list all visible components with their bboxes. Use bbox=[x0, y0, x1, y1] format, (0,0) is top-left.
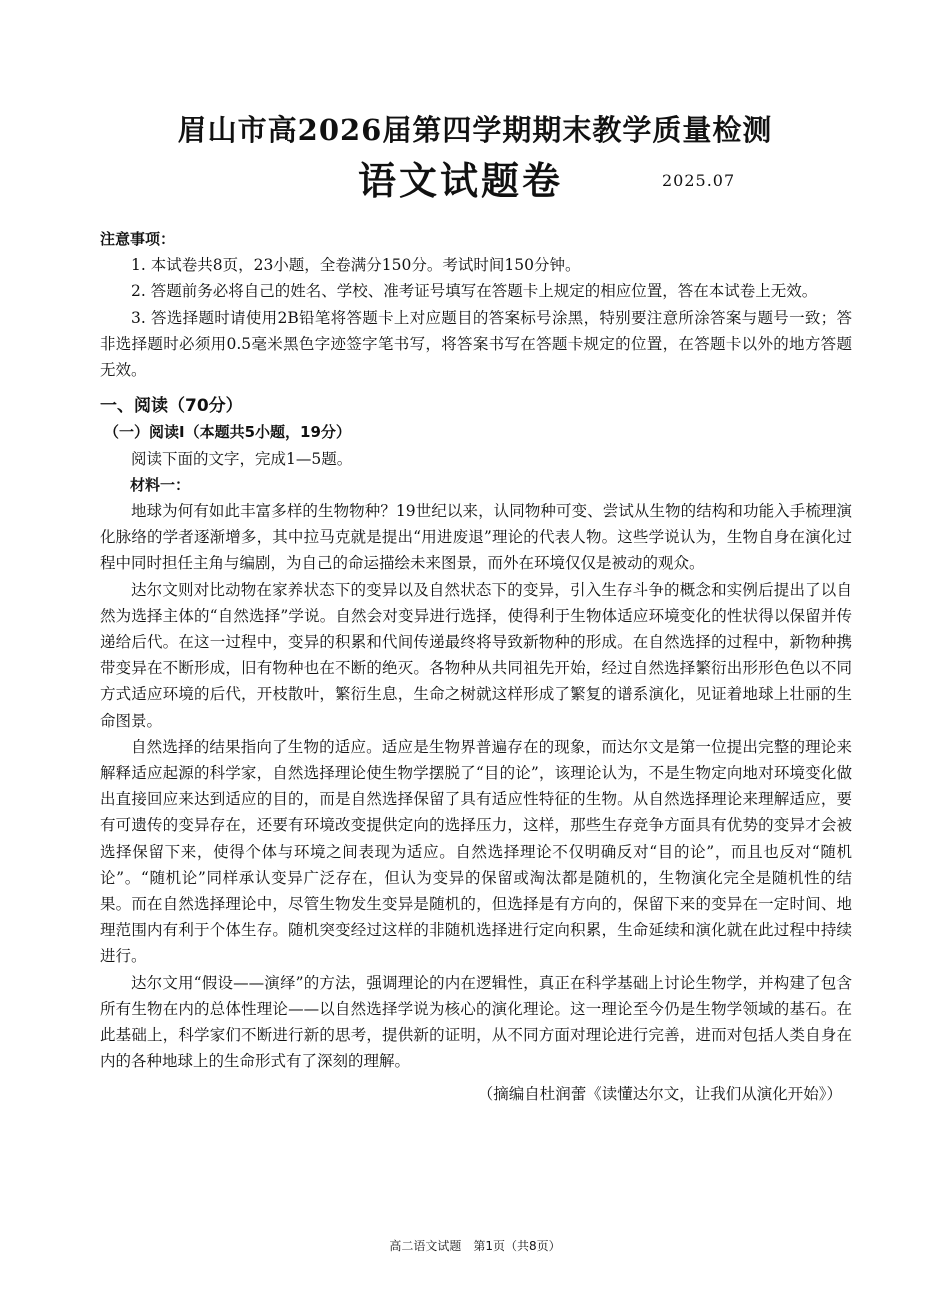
paragraph-2: 达尔文则对比动物在家养状态下的变异以及自然状态下的变异，引入生存斗争的概念和实例后提出了以自然为选择主体的“自然选择”学说。自然会对变异进行选择，使得利于生物体适应环境变化的性状得以保留并传递给后代。在这一过程中，变异的积累和代间传递最终将导致新物种的形成。在自然选择的过程中，新物种携带变异在不断形成，旧有物种也在不断的绝灭。各物种从共同祖先开始，经过自然选择繁衍出形形色色以不同方式适应环境的后代，开枝散叶，繁衍生息，生命之树就这样形成了繁复的谱系演化，见证着地球上壮丽的生命图景。 bbox=[100, 580, 852, 730]
notice-item-2: 2. 答题前务必将自己的姓名、学校、准考证号填写在答题卡上规定的相应位置，答在本试卷上无效。 bbox=[131, 282, 818, 301]
section-heading: 一、阅读（70分） bbox=[100, 396, 243, 417]
notice-item-1: 1. 本试卷共8页，23小题，全卷满分150分。考试时间150分钟。 bbox=[131, 256, 581, 275]
page-footer: 高二语文试题 第1页（共8页） bbox=[389, 1239, 561, 1253]
paragraph-4: 达尔文用“假设——演绎”的方法，强调理论的内在逻辑性，真正在科学基础上讨论生物学，并构建了包含所有生物在内的总体性理论——以自然选择学说为核心的演化理论。这一理论至今仍是生物学领域的基石。在此基础上，科学家们不断进行新的思考，提供新的证明，从不同方面对理论进行完善，进而对包括人类自身在内的各种地球上的生命形式有了深刻的理解。 bbox=[100, 973, 852, 1071]
material-label: 材料一： bbox=[130, 475, 191, 494]
notice-heading: 注意事项： bbox=[100, 230, 176, 248]
paragraph-1: 地球为何有如此丰富多样的生物物种？19世纪以来，认同物种可变、尝试从生物的结构和功能入手梳理演化脉络的学者逐渐增多，其中拉马克就是提出“用进废退”理论的代表人物。这些学说认为，生物自身在演化过程中同时担任主角与编剧，为自己的命运描绘未来图景，而外在环境仅仅是被动的观众。 bbox=[100, 502, 852, 573]
exam-date: 2025.07 bbox=[662, 171, 736, 190]
subsection-heading: （一）阅读Ⅰ（本题共5小题，19分） bbox=[104, 423, 351, 442]
reading-instruction: 阅读下面的文字，完成1—5题。 bbox=[131, 449, 353, 468]
exam-subtitle: 语文试题卷 bbox=[358, 158, 564, 203]
exam-title: 眉山市高2026届第四学期期末教学质量检测 bbox=[177, 113, 773, 147]
paragraph-3: 自然选择的结果指向了生物的适应。适应是生物界普遍存在的现象，而达尔文是第一位提出完整的理论来解释适应起源的科学家，自然选择理论使生物学摆脱了“目的论”，该理论认为，不是生物定向地对环境变化做出直接回应来达到适应的目的，而是自然选择保留了具有适应性特征的生物。从自然选择理论来理解适应，要有可遗传的变异存在，还要有环境改变提供定向的选择压力，这样，那些生存竞争方面具有优势的变异才会被选择保留下来，使得个体与环境之间表现为适应。自然选择理论不仅明确反对“目的论”，而且也反对“随机论”。“随机论”同样承认变异广泛存在，但认为变异的保留或淘汰都是随机的，生物演化完全是随机性的结果。而在自然选择理论中，尽管生物发生变异是随机的，但选择是有方向的，保留下来的变异在一定时间、地理范围内有利于个体生存。随机突变经过这样的非随机选择进行定向积累，生命延续和演化就在此过程中持续进行。 bbox=[100, 737, 852, 966]
source-citation: （摘编自杜润蕾《读懂达尔文，让我们从演化开始》） bbox=[477, 1084, 842, 1103]
notice-item-3: 3. 答选择题时请使用2B铅笔将答题卡上对应题目的答案标号涂黑，特别要注意所涂答案与题号一致；答非选择题时必须用0.5毫米黑色字迹签字笔书写，将答案书写在答题卡规定的位置，在答题卡以外的地方答题无效。 bbox=[100, 308, 852, 380]
exam-content bbox=[100, 226, 852, 1107]
